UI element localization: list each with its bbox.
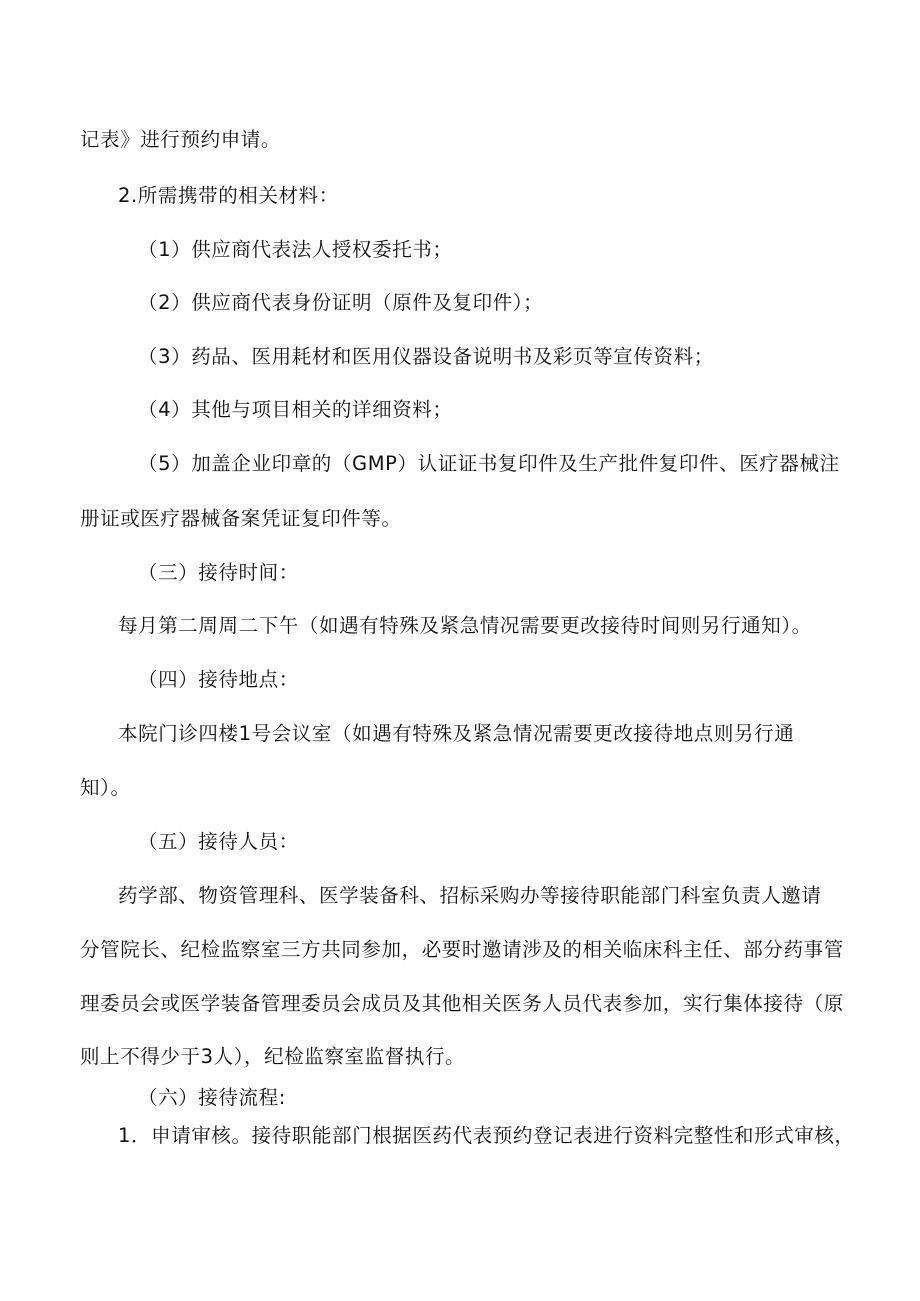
- text-line: 药学部、物资管理科、医学装备科、招标采购办等接待职能部门科室负责人邀请: [118, 884, 822, 907]
- text-line: 册证或医疗器械备案凭证复印件等。: [80, 507, 402, 530]
- text-line: 记表》进行预约申请。: [80, 128, 282, 151]
- text-line: （三）接待时间：: [138, 561, 299, 584]
- text-line: 理委员会或医学装备管理委员会成员及其他相关医务人员代表参加，实行集体接待（原: [80, 992, 844, 1015]
- text-line: 每月第二周周二下午（如遇有特殊及紧急情况需要更改接待时间则另行通知）。: [118, 614, 812, 637]
- text-line: （1）供应商代表法人授权委托书；: [138, 238, 453, 261]
- text-line: 本院门诊四楼1号会议室（如遇有特殊及紧急情况需要更改接待地点则另行通: [118, 722, 795, 745]
- text-line: 1．申请审核。接待职能部门根据医药代表预约登记表进行资料完整性和形式审核，: [118, 1124, 855, 1147]
- text-line: （5）加盖企业印章的（GMP）认证证书复印件及生产批件复印件、医疗器械注: [138, 452, 840, 475]
- text-line: 2.所需携带的相关材料：: [118, 184, 339, 207]
- text-line: （四）接待地点：: [138, 668, 299, 691]
- text-line: （4）其他与项目相关的详细资料；: [138, 398, 453, 421]
- text-line: （六）接待流程:: [138, 1086, 286, 1109]
- text-line: 则上不得少于3人），纪检监察室监督执行。: [80, 1045, 466, 1068]
- text-line: 分管院长、纪检监察室三方共同参加，必要时邀请涉及的相关临床科主任、部分药事管: [80, 938, 844, 961]
- text-line: （3）药品、医用耗材和医用仪器设备说明书及彩页等宣传资料；: [138, 345, 714, 368]
- text-line: （五）接待人员：: [138, 830, 299, 853]
- text-line: （2）供应商代表身份证明（原件及复印件）；: [138, 291, 544, 314]
- text-line: 知）。: [80, 776, 131, 799]
